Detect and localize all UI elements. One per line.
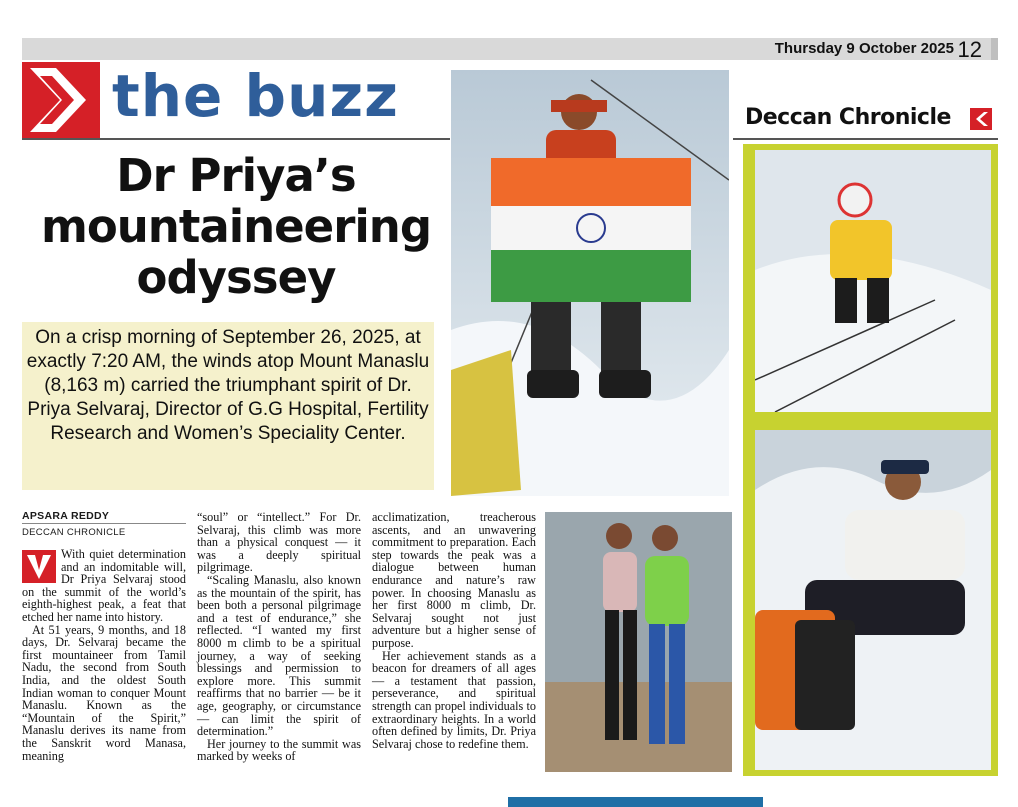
- standfirst-text: On a crisp morning of September 26, 2025, at exactly 7:20 AM, the winds atop Mount Manaslu (8,163 m) carried the triumphant spirit of Dr. Priya Selvaraj, Director of G.G Hospital, Fertility Research and Women’s Speciality Center.: [26, 327, 430, 444]
- author-source: DECCAN CHRONICLE: [22, 527, 126, 538]
- photo-summit-flag: [451, 70, 729, 496]
- brand-logo-icon: [970, 108, 992, 130]
- dropcap-icon: [22, 550, 56, 583]
- headline: Dr Priya’s mountaineering odyssey: [40, 149, 432, 304]
- date-line: Thursday 9 October 2025: [774, 40, 954, 57]
- paragraph: “soul” or “intellect.” For Dr. Selvaraj, this climb was more than a physical conquest — it was a deeply spiritual pilgrimage.: [197, 510, 361, 575]
- article-column-2: [197, 511, 361, 763]
- paragraph: With quiet determination and an indomitable will, Dr Priya Selvaraj stood on the summit of the world’s eighth-highest peak, a feat that etched her name into history.: [22, 547, 186, 624]
- page-number: 12: [957, 37, 982, 62]
- buzz-logo-icon: [22, 62, 100, 138]
- byline-rule: [22, 523, 186, 524]
- page-bar: [991, 38, 998, 60]
- section-rule: [22, 138, 450, 140]
- paragraph: “Scaling Manaslu, also known as the mountain of the spirit, has been both a personal pilgrimage and a test of endurance,” she reflected. “I wanted my first 8000 m climb to be a spiritual journey, a way of seeking blessings and permission to explore more. This summit reaffirms that no barrier — be it age, geography, or circumstance — can limit the spirit of determination.”: [197, 572, 361, 739]
- paragraph: Her achievement stands as a beacon for dreamers of all ages — a testament that passion, perseverance, and spiritual strength can propel individuals to extraordinary heights. In a world often defined by limits, Dr. Priya Selvaraj chose to redefine them.: [372, 648, 536, 751]
- article-column-3: [372, 511, 536, 750]
- section-title: the buzz: [112, 62, 399, 130]
- photo-two-climbers: [545, 512, 732, 772]
- standfirst: [22, 322, 434, 490]
- paragraph: acclimatization, treacherous ascents, and an unwavering commitment to preparation. Each step towards the peak was a dialogue between human endurance and nature’s raw power. In choosing Manaslu as her first 8000 m climb, Dr. Selvaraj sought not just adventure but a higher sense of purpose.: [372, 510, 536, 650]
- photo-rope-climb: [755, 150, 991, 412]
- brand-rule: [733, 138, 998, 140]
- paragraph: Her journey to the summit was marked by weeks of: [197, 736, 361, 764]
- footer-band: [508, 797, 763, 807]
- paragraph: At 51 years, 9 months, and 18 days, Dr. Selvaraj became the first mountaineer from Tamil Nadu, the second from South India, and the oldest South Indian woman to conquer Mount Manaslu. Known as the “Mountain of the Spirit,” Manaslu derives its name from the Sanskrit word Manasa, meaning: [22, 622, 186, 763]
- brand-name: Deccan Chronicle: [745, 105, 951, 130]
- article-column-1: [22, 548, 186, 762]
- photo-sitting-snow: [755, 430, 991, 770]
- author-name: APSARA REDDY: [22, 510, 110, 522]
